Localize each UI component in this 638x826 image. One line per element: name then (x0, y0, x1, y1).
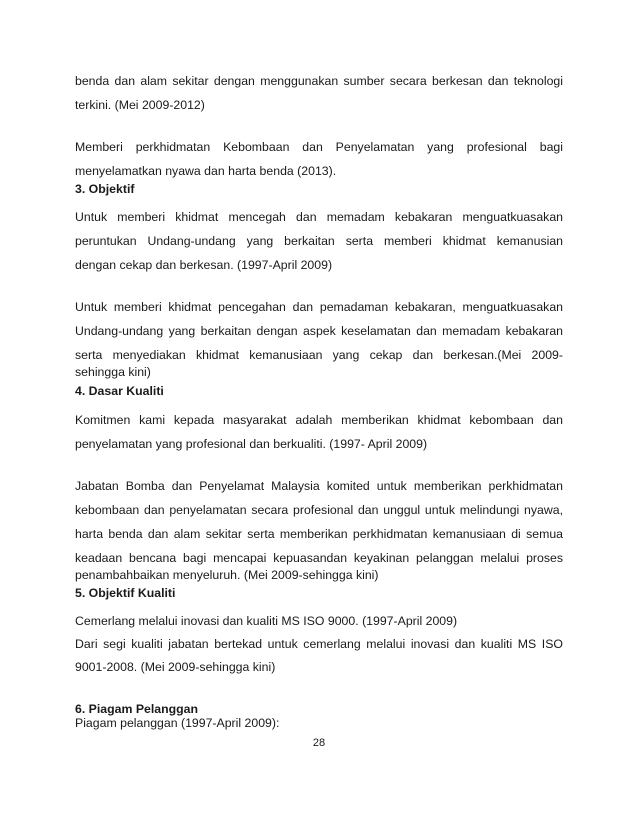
body-text-line: peruntukan Undang-undang yang berkaitan serta memberi khidmat kemanusian (75, 234, 563, 248)
body-text-line: Cemerlang melalui inovasi dan kualiti MS ISO 9000. (1997-April 2009) (75, 614, 458, 628)
body-text-line: penyelamatan yang profesional dan berkualiti. (1997- April 2009) (75, 437, 428, 451)
body-text-line: dengan cekap dan berkesan. (1997-April 2009) (75, 258, 333, 272)
body-text-line: Undang-undang yang berkaitan dengan aspek keselamatan dan memadam kebakaran (75, 324, 563, 338)
page-number: 28 (312, 737, 326, 749)
section-heading-piagam-pelanggan: 6. Piagam Pelanggan (75, 702, 199, 716)
body-text-line: keadaan bencana bagi mencapai kepuasandan keyakinan pelanggan melalui proses (75, 551, 563, 565)
body-text-line: terkini. (Mei 2009-2012) (75, 98, 205, 112)
body-text-line: Piagam pelanggan (1997-April 2009): (75, 716, 280, 730)
body-text-line: Untuk memberi khidmat pencegahan dan pemadaman kebakaran, menguatkuasakan (75, 300, 563, 314)
body-text-line: Memberi perkhidmatan Kebombaan dan Penyelamatan yang profesional bagi (75, 140, 563, 154)
body-text-line: serta menyediakan khidmat kemanusiaan yang cekap dan berkesan.(Mei 2009- (75, 348, 563, 362)
body-text-line: Dari segi kualiti jabatan bertekad untuk cemerlang melalui inovasi dan kualiti MS ISO (75, 637, 563, 651)
section-heading-dasar-kualiti: 4. Dasar Kualiti (75, 384, 164, 398)
body-text-line: sehingga kini) (75, 365, 151, 379)
body-text-line: 9001-2008. (Mei 2009-sehingga kini) (75, 660, 276, 674)
section-heading-objektif: 3. Objektif (75, 182, 135, 196)
body-text-line: Untuk memberi khidmat mencegah dan memadam kebakaran menguatkuasakan (75, 210, 563, 224)
body-text-line: Komitmen kami kepada masyarakat adalah memberikan khidmat kebombaan dan (75, 413, 563, 427)
body-text-line: benda dan alam sekitar dengan menggunakan sumber secara berkesan dan teknologi (75, 74, 563, 88)
body-text-line: penambahbaikan menyeluruh. (Mei 2009-sehingga kini) (75, 568, 379, 582)
body-text-line: menyelamatkan nyawa dan harta benda (2013). (75, 164, 337, 178)
body-text-line: Jabatan Bomba dan Penyelamat Malaysia komited untuk memberikan perkhidmatan (75, 479, 563, 493)
body-text-line: kebombaan dan penyelamatan secara profesional dan unggul untuk melindungi nyawa, (75, 503, 563, 517)
section-heading-objektif-kualiti: 5. Objektif Kualiti (75, 586, 176, 600)
body-text-line: harta benda dan alam sekitar serta memberikan perkhidmatan kemanusiaan di semua (75, 527, 563, 541)
